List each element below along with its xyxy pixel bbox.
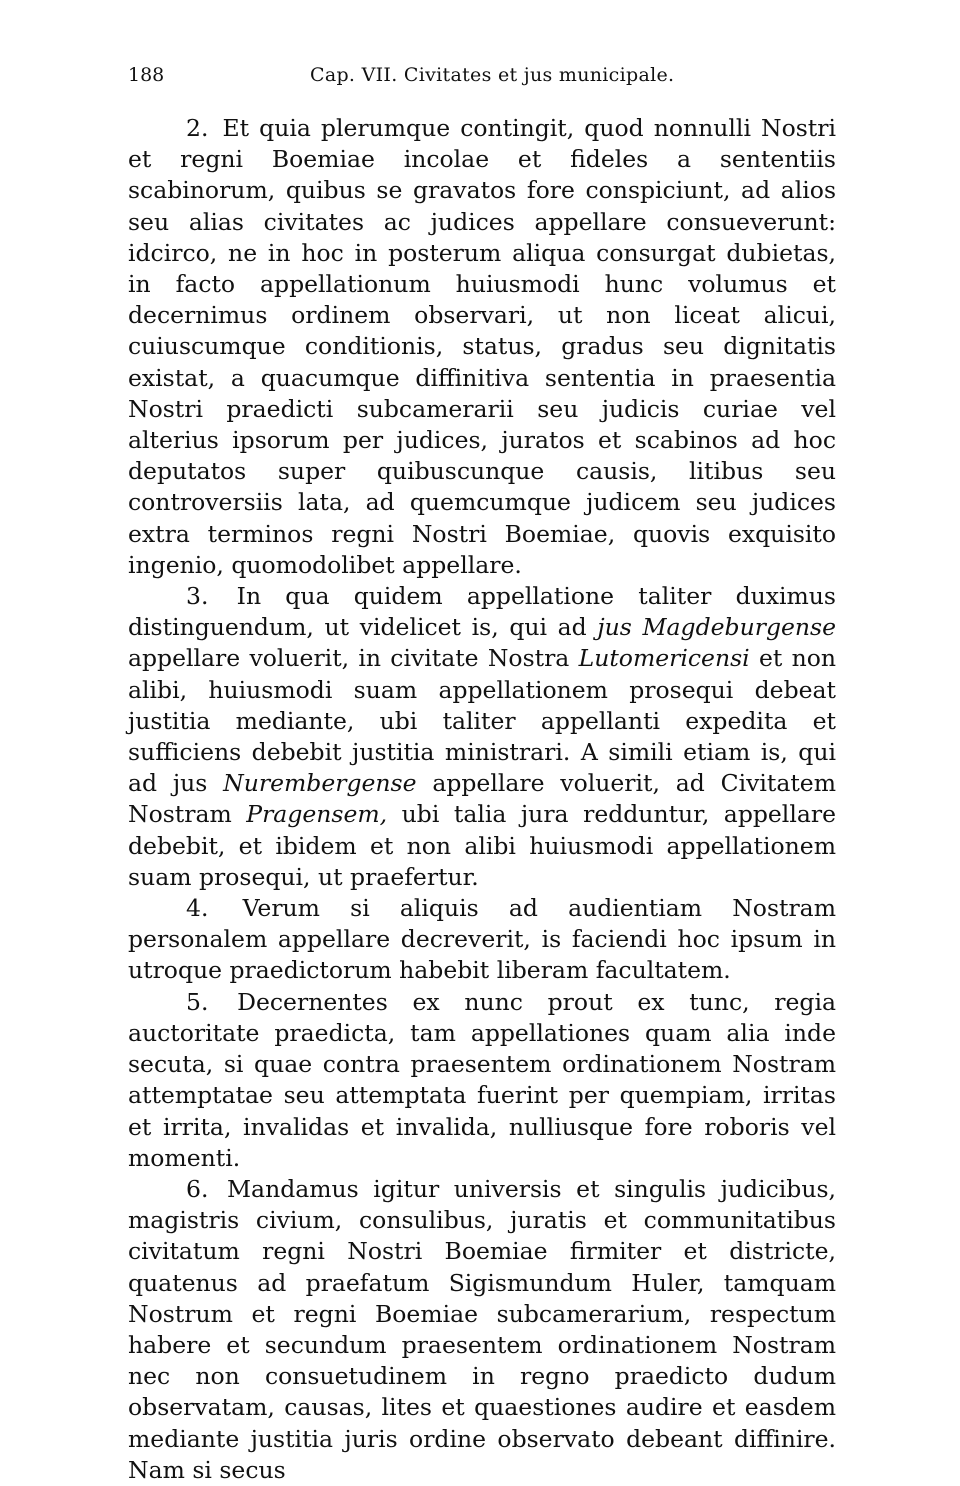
body-text (128, 113, 836, 1486)
paragraph-text: appellare voluerit, ad Civitatem Nostram (128, 769, 836, 829)
paragraph-text: et non alibi, huiusmodi suam appellationem prosequi debeat justitia mediante, ubi taliter appellanti expedita et sufficiens debebit justitia ministrari. A simili etiam is, qui ad jus (128, 644, 836, 798)
paragraph-number: 2. (186, 114, 209, 142)
paragraph-number: 4. (186, 894, 209, 923)
italic-term-pragensem: Pragensem, (246, 800, 388, 829)
paragraph-number: 5. (186, 987, 209, 1016)
paragraph-text: Mandamus igitur universis et singulis judicibus, magistris civium, consulibus, juratis et communitatibus civitatum regni Nostri Boemiae firmiter et districte, quatenus ad praefatum Sigismundum Huler, tamquam Nostrum et regni Boemiae subcamerarium, respectum habere et secundum praesentem ordinationem Nostram nec non consuetudinem in regno praedicto dudum observatam, causas, lites et quaestiones audire et easdem mediante justitia juris ordine observato debeant diffinire. Nam si secus (128, 1174, 836, 1484)
italic-term-nurembergense: Nurembergense (223, 769, 417, 798)
italic-term-lutomericensi: Lutomericensi (578, 644, 750, 673)
paragraph-text: Decernentes ex nunc prout ex tunc, regia auctoritate praedicta, tam appellationes quam alia inde secuta, si quae contra praesentem ordinationem Nostram attemptatae seu attemptata fuerint per quempiam, irritas et irrita, invalidas et invalida, nulliusque fore roboris vel momenti. (128, 987, 836, 1172)
paragraph-number: 3. (186, 582, 209, 611)
paragraph-2 (128, 113, 836, 581)
paragraph-4 (128, 893, 836, 987)
paragraph-5 (128, 987, 836, 1174)
italic-term-jus-magdeburgense: jus Magdeburgense (597, 613, 836, 642)
page-header (128, 60, 836, 90)
page-number: 188 (128, 64, 165, 86)
paragraph-3 (128, 581, 836, 893)
paragraph-6 (128, 1174, 836, 1486)
running-head: Cap. VII. Civitates et jus municipale. (310, 64, 675, 86)
paragraph-text: In qua quidem appellatione taliter duximus distinguendum, ut videlicet is, qui ad (128, 582, 836, 642)
paragraph-text: Verum si aliquis ad audientiam Nostram personalem appellare decreverit, is faciendi hoc ipsum in utroque praedictorum habebit liberam facultatem. (128, 894, 836, 985)
paragraph-text: ubi talia jura redduntur, appellare debebit, et ibidem et non alibi huiusmodi appellationem suam prosequi, ut praefertur. (128, 800, 836, 891)
paragraph-number: 6. (186, 1174, 209, 1203)
paragraph-text: appellare voluerit, in civitate Nostra (128, 644, 579, 673)
paragraph-text: Et quia plerumque contingit, quod nonnulli Nostri et regni Boemiae incolae et fideles a sententiis scabinorum, quibus se gravatos fore conspiciunt, ad alios seu alias civitates ac judices appellare consueverunt: idcirco, ne in hoc in posterum aliqua consurgat dubietas, in facto appellationum huiusmodi hunc volumus et decernimus ordinem observari, ut non liceat alicui, cuiuscumque conditionis, status, gradus seu dignitatis existat, a quacumque diffinitiva sententia in praesentia Nostri praedicti subcamerarii seu judicis curiae vel alterius ipsorum per judices, juratos et scabinos ad hoc deputatos super quibuscunque causis, litibus seu controversiis lata, ad quemcumque judicem seu judices extra terminos regni Nostri Boemiae, quovis exquisito ingenio, quomodolibet appellare. (128, 114, 836, 579)
